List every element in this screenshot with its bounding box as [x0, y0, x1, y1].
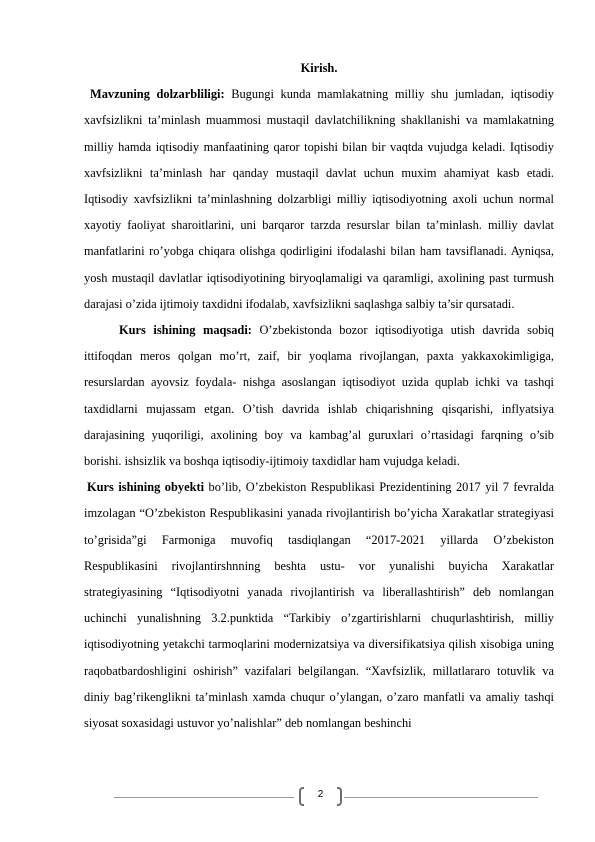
paragraph-object: [84, 474, 554, 736]
right-bracket-icon: [337, 787, 342, 806]
relevance-heading: Mavzuning dolzarbliligi:: [90, 87, 225, 102]
relevance-text: Bugungi kunda mamlakatning milliy shu jumladan, iqtisodiy xavfsizlikni taʼminlash muammosi mustaqil davlatchilikning shakllanishi va mamlakatning milliy hamda iqtisodiy manfaatining qaror topishi bilan bir vaqtda vujudga keladi. Iqtisodiy xavfsizlikni taʼminlash har qanday mustaqil davlat uchun muxim ahamiyat kasb etadi. Iqtisodiy xavfsizlikni taʼminlashning dolzarbligi milliy iqtisodiyotning axoli uchun normal xayotiy faoliyat sharoitlarini, uni barqaror tarzda resurslar bilan taʼminlash. milliy davlat manfatlarini ro’yobga chiqara olishga qodirligini ifodalashi bilan ham tavsiflanadi. Ayniqsa, yosh mustaqil davlatlar iqtisodiyotining biryoqlamaligi va qaramligi, axolining past turmush darajasi o’zida ijtimoiy taxdidni ifodalab, xavfsizlikni saqlashga salbiy ta’sir qursatadi.: [84, 87, 554, 311]
footer-rule-right: [344, 797, 538, 798]
paragraph-relevance: [84, 81, 554, 317]
goal-text: O’zbekistonda bozor iqtisodiyotiga utish davrida sobiq ittifoqdan meros qolgan mo’rt, zaif, bir yoqlama rivojlangan, paxta yakkaxokimligiga, resurslardan ayovsiz foydala- nishga asoslangan iqtisodiyot uzida quplab ichki va tashqi taxdidlarni mujassam etgan. O’tish davrida ishlab chiqarishning qisqarishi, inflyatsiya darajasining yuqoriligi, axolining boy va kambag’al guruxlari o’rtasidagi farqning o’sib borishi. ishsizlik va boshqa iqtisodiy-ijtimoiy taxdidlar ham vujudga keladi.: [84, 323, 554, 469]
document-body: [84, 55, 554, 736]
page-number: 2: [317, 789, 324, 800]
footer-rule-left: [114, 797, 294, 798]
page-footer: [114, 787, 538, 807]
object-text: bo’lib, O’zbekiston Respublikasi Prezidentining 2017 yil 7 fevralda imzolagan “O’zbekiston Respublikasini yanada rivojlantirish bo’yicha Xarakatlar strategiyasi to’grisida”gi Farmoniga muvofiq tasdiqlangan “2017-2021 yillarda O’zbekiston Respublikasini rivojlantirshnning beshta ustu- vor yunalishi buyicha Xarakatlar strategiyasining “Iqtisodiyotni yanada rivojlantirish va liberallashtirish” deb nomlangan uchinchi yunalishning 3.2.punktida “Tarkibiy o’zgartirishlarni chuqurlashtirish, milliy iqtisodiyotning yetakchi tarmoqlarini modernizatsiya va diversifikatsiya qilish xisobiga uning raqobatbardoshligini oshirish” vazifalari belgilangan. “Xavfsizlik, millatlararo totuvlik va diniy bag’rikenglikni taʼminlash xamda chuqur o’ylangan, o’zaro manfatli va amaliy tashqi siyosat soxasidagi ustuvor yo’nalishlar” deb nomlangan beshinchi: [84, 480, 554, 731]
object-heading: Kurs ishining obyekti: [87, 480, 205, 495]
section-title: Kirish.: [300, 61, 338, 75]
goal-heading: Kurs ishining maqsadi:: [119, 323, 252, 338]
paragraph-goal: [84, 317, 554, 474]
